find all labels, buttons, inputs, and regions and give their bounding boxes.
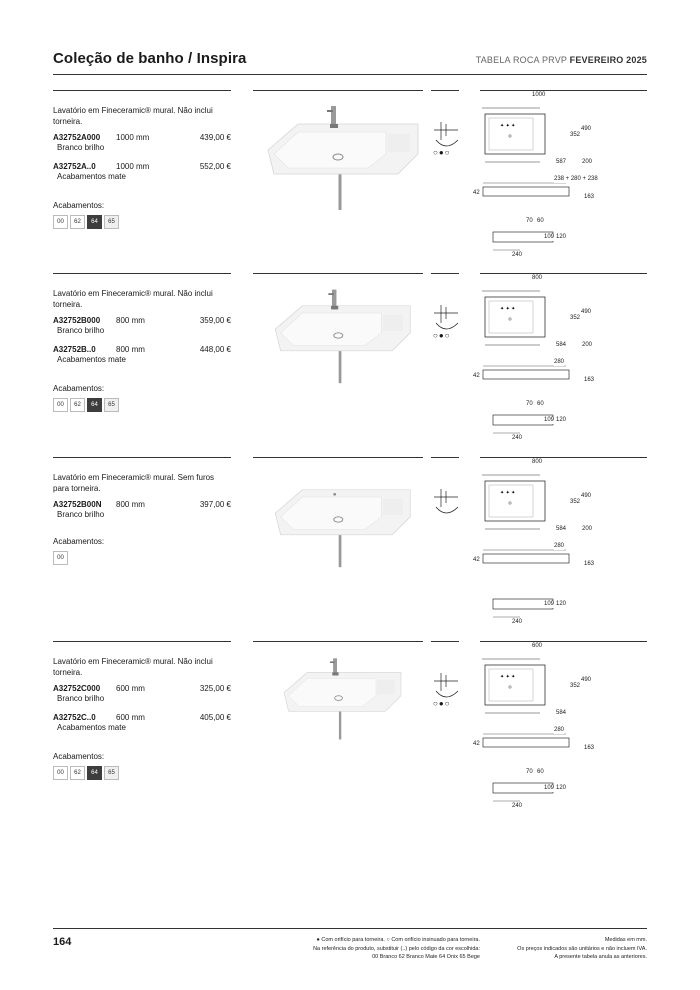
dimension-label: 109: [544, 234, 555, 240]
finish-swatch: 64: [87, 766, 102, 780]
note-prices: Os preços indicados são unitários e não incluem IVA.: [517, 945, 647, 952]
tap-hole-options: ○●○: [433, 331, 451, 340]
finish-swatch: 62: [70, 398, 85, 412]
dimension-label: 490: [581, 493, 592, 499]
dimension-label: 352: [570, 683, 581, 689]
dimension-label: 240: [512, 803, 523, 809]
legend-colors: 00 Branco 62 Branco Mate 64 Onix 65 Bege: [372, 954, 480, 960]
dimension-label: 70: [526, 769, 533, 775]
dimension-label: 490: [581, 126, 592, 132]
product-finish: Branco brilho: [57, 510, 105, 519]
finish-swatch: 00: [53, 551, 68, 565]
washbasin-image: [258, 469, 423, 587]
dimension-label: 800: [532, 459, 543, 465]
product-size: 1000 mm: [116, 162, 150, 171]
price-row: [53, 345, 231, 371]
dimension-label: 352: [570, 499, 581, 505]
product-description: Lavatório em Fineceramic® mural. Sem furos para torneira.: [53, 473, 215, 493]
product-size: 800 mm: [116, 316, 145, 325]
catalog-prefix: TABELA ROCA PRVP: [475, 55, 567, 65]
price-row: [53, 684, 231, 710]
dimension-label: 163: [584, 194, 595, 200]
dimension-label: 200: [582, 526, 593, 532]
washbasin-image: [258, 653, 423, 771]
footer-notes: [517, 936, 647, 962]
price-row: [53, 316, 231, 342]
dimension-label: 120: [556, 601, 567, 607]
page-number: 164: [53, 936, 72, 948]
finish-swatch: 00: [53, 398, 68, 412]
svg-text:✦ ✦ ✦: ✦ ✦ ✦: [500, 674, 516, 680]
dimension-label: 60: [537, 401, 544, 407]
dimension-label: 163: [584, 561, 595, 567]
finish-swatch: 62: [70, 766, 85, 780]
price-row: [53, 133, 231, 159]
product-price: 325,00 €: [199, 684, 231, 693]
dimension-label: 42: [473, 190, 480, 196]
product-price: 397,00 €: [199, 500, 231, 509]
product-code: A32752B..0: [53, 345, 96, 354]
product-description: Lavatório em Fineceramic® mural. Não inclui torneira.: [53, 289, 213, 309]
dimension-label: 163: [584, 745, 595, 751]
dimension-label: 109: [544, 417, 555, 423]
price-row: [53, 713, 231, 739]
section-divider: [253, 641, 423, 642]
dimension-label: 120: [556, 785, 567, 791]
product-description: Lavatório em Fineceramic® mural. Não inclui torneira.: [53, 106, 213, 126]
finish-swatches: [53, 766, 119, 780]
dimension-label: 70: [526, 401, 533, 407]
product-price: 359,00 €: [199, 316, 231, 325]
product-description: Lavatório em Fineceramic® mural. Não inclui torneira.: [53, 657, 213, 677]
product-finish: Branco brilho: [57, 694, 105, 703]
dimension-label: 490: [581, 309, 592, 315]
dimension-label: 490: [581, 677, 592, 683]
dimension-label: 163: [584, 377, 595, 383]
dimension-label: 109: [544, 601, 555, 607]
dimension-label: 800: [532, 275, 543, 281]
dimension-label: 280: [554, 727, 565, 733]
product-price: 552,00 €: [199, 162, 231, 171]
price-row: [53, 500, 231, 526]
wall-mount-icon: [431, 487, 461, 552]
dimension-label: 240: [512, 435, 523, 441]
dimension-label: 352: [570, 315, 581, 321]
product-finish: Acabamentos mate: [57, 172, 126, 181]
svg-text:✦ ✦ ✦: ✦ ✦ ✦: [500, 306, 516, 312]
catalog-date: FEVEREIRO 2025: [569, 55, 647, 65]
product-section: [53, 457, 647, 637]
section-divider: [431, 457, 459, 458]
product-finish: Acabamentos mate: [57, 723, 126, 732]
finishes-label: Acabamentos:: [53, 384, 105, 393]
product-finish: Branco brilho: [57, 143, 105, 152]
legend-code: Na referência do produto, substituir (..) pelo código da cor escolhida:: [313, 945, 480, 952]
svg-text:✦ ✦ ✦: ✦ ✦ ✦: [500, 490, 516, 496]
product-size: 800 mm: [116, 345, 145, 354]
dimension-label: 42: [473, 557, 480, 563]
product-finish: Acabamentos mate: [57, 355, 126, 364]
finishes-label: Acabamentos:: [53, 201, 105, 210]
product-finish: Branco brilho: [57, 326, 105, 335]
dimension-label: 352: [570, 132, 581, 138]
finishes-label: Acabamentos:: [53, 752, 105, 761]
dimension-label: 200: [582, 159, 593, 165]
section-divider: [53, 457, 231, 458]
dimension-label: 584: [556, 710, 567, 716]
legend-holes: ● Com orifício para torneira. ○ Com orifício insinuado para torneira.: [316, 937, 480, 943]
section-divider: [53, 641, 231, 642]
product-code: A32752B000: [53, 316, 101, 325]
dimension-label: 280: [554, 543, 565, 549]
dimension-label: 600: [532, 643, 543, 649]
svg-text:✦ ✦ ✦: ✦ ✦ ✦: [500, 123, 516, 129]
dimension-label: 120: [556, 417, 567, 423]
section-divider: [431, 273, 459, 274]
dimension-label: 120: [556, 234, 567, 240]
section-divider: [431, 641, 459, 642]
price-row: [53, 162, 231, 188]
dimension-label: 584: [556, 526, 567, 532]
finish-swatch: 64: [87, 215, 102, 229]
finish-swatches: [53, 551, 68, 565]
finish-swatches: [53, 398, 119, 412]
header-catalog-label: [476, 55, 647, 65]
product-code: A32752C000: [53, 684, 101, 693]
product-price: 439,00 €: [199, 133, 231, 142]
dimension-label: 584: [556, 342, 567, 348]
page-title: Coleção de banho / Inspira: [53, 50, 247, 67]
footer-divider: [53, 928, 647, 929]
section-divider: [253, 273, 423, 274]
product-section: [53, 641, 647, 821]
product-section: [53, 273, 647, 453]
finish-swatches: [53, 215, 119, 229]
product-code: A32752B00N: [53, 500, 102, 509]
dimension-label: 42: [473, 741, 480, 747]
product-code: A32752C..0: [53, 713, 96, 722]
product-code: A32752A000: [53, 133, 101, 142]
section-divider: [53, 273, 231, 274]
washbasin-image: [258, 285, 423, 403]
header-divider: [53, 74, 647, 75]
tap-hole-options: ○●○: [433, 699, 451, 708]
dimension-label: 240: [512, 619, 523, 625]
product-size: 1000 mm: [116, 133, 150, 142]
dimension-label: 70: [526, 218, 533, 224]
product-size: 600 mm: [116, 684, 145, 693]
dimension-label: 60: [537, 769, 544, 775]
footer-legend: [313, 936, 480, 962]
note-validity: A presente tabela anula as anteriores.: [554, 954, 647, 960]
note-units: Medidas em mm.: [604, 937, 647, 943]
product-price: 448,00 €: [199, 345, 231, 354]
section-divider: [253, 90, 423, 91]
dimension-label: 240: [512, 252, 523, 258]
dimension-label: 280: [554, 359, 565, 365]
product-section: [53, 90, 647, 270]
finishes-label: Acabamentos:: [53, 537, 105, 546]
product-size: 600 mm: [116, 713, 145, 722]
dimension-label: 238 + 280 + 238: [554, 176, 598, 182]
product-code: A32752A..0: [53, 162, 96, 171]
finish-swatch: 00: [53, 215, 68, 229]
dimension-label: 1000: [532, 92, 546, 98]
dimension-label: 42: [473, 373, 480, 379]
finish-swatch: 00: [53, 766, 68, 780]
finish-swatch: 62: [70, 215, 85, 229]
dimension-label: 109: [544, 785, 555, 791]
section-divider: [53, 90, 231, 91]
dimension-label: 200: [582, 342, 593, 348]
section-divider: [431, 90, 459, 91]
finish-swatch: 64: [87, 398, 102, 412]
dimension-label: 60: [537, 218, 544, 224]
finish-swatch: 65: [104, 398, 119, 412]
tap-hole-options: ○●○: [433, 148, 451, 157]
product-price: 405,00 €: [199, 713, 231, 722]
section-divider: [253, 457, 423, 458]
dimension-label: 587: [556, 159, 567, 165]
product-size: 800 mm: [116, 500, 145, 509]
washbasin-image: [258, 102, 423, 220]
finish-swatch: 65: [104, 766, 119, 780]
finish-swatch: 65: [104, 215, 119, 229]
